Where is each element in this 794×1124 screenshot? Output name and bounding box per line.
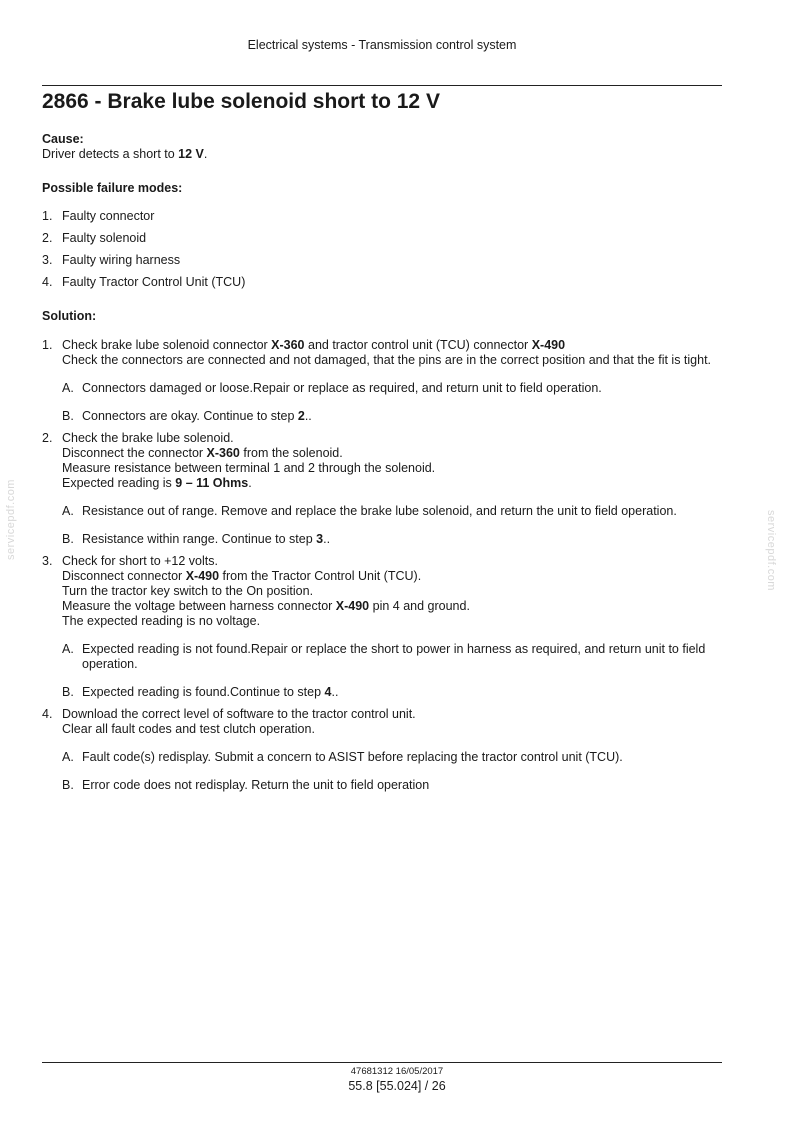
step-2-option-a: A. Resistance out of range. Remove and replace the brake lube solenoid, and return the unit to field operation. — [62, 504, 677, 518]
step-2-option-b: B. Resistance within range. Continue to step 3.. — [62, 532, 331, 546]
cause-text: Driver detects a short to 12 V. — [42, 147, 208, 161]
step-4-option-a: A. Fault code(s) redisplay. Submit a concern to ASIST before replacing the tractor control unit (TCU). — [62, 750, 623, 764]
solution-label: Solution: — [42, 309, 97, 323]
footer-document-code: 47681312 16/05/2017 — [350, 1066, 444, 1077]
footer-page-number: 55.8 [55.024] / 26 — [348, 1079, 446, 1093]
solution-step-1: 1. Check brake lube solenoid connector X-360 and tractor control unit (TCU) connector X-490 Check the connectors are connected and not damaged, that the pins are in the correct position and that the fit is tight. A. Connectors damaged or loose.Repair or replace as required, and return unit to field operation. B. Connectors are okay. Continue to step 2.. — [42, 338, 732, 424]
step-1-option-b: B. Connectors are okay. Continue to step 2.. — [62, 409, 312, 423]
list-item: 4. Faulty Tractor Control Unit (TCU) — [42, 275, 246, 289]
list-item: 2. Faulty solenoid — [42, 231, 147, 245]
document-body — [42, 132, 732, 793]
cause-label: Cause: — [42, 132, 84, 146]
step-3-expected: The expected reading is no voltage. — [62, 614, 261, 628]
solution-steps — [42, 338, 732, 793]
list-item: 3. Faulty wiring harness — [42, 253, 181, 267]
running-header: Electrical systems - Transmission control system — [247, 38, 517, 52]
step-3-option-b: B. Expected reading is found.Continue to step 4.. — [62, 685, 339, 699]
page-title: 2866 - Brake lube solenoid short to 12 V — [42, 90, 440, 113]
failure-modes-list — [42, 209, 732, 290]
step-2-instruction: Disconnect the connector X-360 from the solenoid. — [62, 446, 343, 460]
step-4-option-b: B. Error code does not redisplay. Return the unit to field operation — [62, 778, 430, 792]
solution-step-2: 2. Check the brake lube solenoid. Disconnect the connector X-360 from the solenoid. Measure resistance between terminal 1 and 2 through the solenoid. Expected reading is 9 – 11 Ohms. A. Resistance out of range. Remove and replace the brake lube solenoid, and return the unit to field operation. B. Resistance within range. Continue to step 3.. — [42, 431, 732, 547]
step-3-instruction: Disconnect connector X-490 from the Tractor Control Unit (TCU). — [62, 569, 422, 583]
solution-step-3: 3. Check for short to +12 volts. Disconnect connector X-490 from the Tractor Control Unit (TCU). Turn the tractor key switch to the On position. Measure the voltage between harness connector X-490 pin 4 and ground. The expected reading is no voltage. A. Expected reading is not found.Repair or replace the short to power in harness as required, and return unit to field operation. B. Expected reading is found.Continue to step 4.. — [42, 554, 732, 700]
step-2-instruction: Measure resistance between terminal 1 and 2 through the solenoid. — [62, 461, 436, 475]
step-3-instruction: Turn the tractor key switch to the On position. — [62, 584, 314, 598]
watermark-left: servicepdf.com — [5, 479, 17, 560]
footer-rule — [42, 1062, 722, 1063]
watermark-right: servicepdf.com — [765, 510, 777, 591]
list-item: 1. Faulty connector — [42, 209, 155, 223]
step-2-expected: Expected reading is 9 – 11 Ohms. — [62, 476, 252, 490]
solution-step-4: 4. Download the correct level of software to the tractor control unit. Clear all fault codes and test clutch operation. A. Fault code(s) redisplay. Submit a concern to ASIST before replacing the tractor control unit (TCU). B. Error code does not redisplay. Return the unit to field operation — [42, 707, 732, 793]
header-rule — [42, 85, 722, 86]
step-3-instruction: Measure the voltage between harness connector X-490 pin 4 and ground. — [62, 599, 470, 613]
step-1-option-a: A. Connectors damaged or loose.Repair or replace as required, and return unit to field operation. — [62, 381, 602, 395]
step-1-instruction: Check the connectors are connected and not damaged, that the pins are in the correct position and that the fit is tight. — [62, 353, 712, 367]
step-4-instruction: Clear all fault codes and test clutch operation. — [62, 722, 315, 736]
failure-modes-label: Possible failure modes: — [42, 181, 183, 195]
step-3-option-a: A. Expected reading is not found.Repair or replace the short to power in harness as required, and return unit to field operation. — [62, 642, 706, 671]
